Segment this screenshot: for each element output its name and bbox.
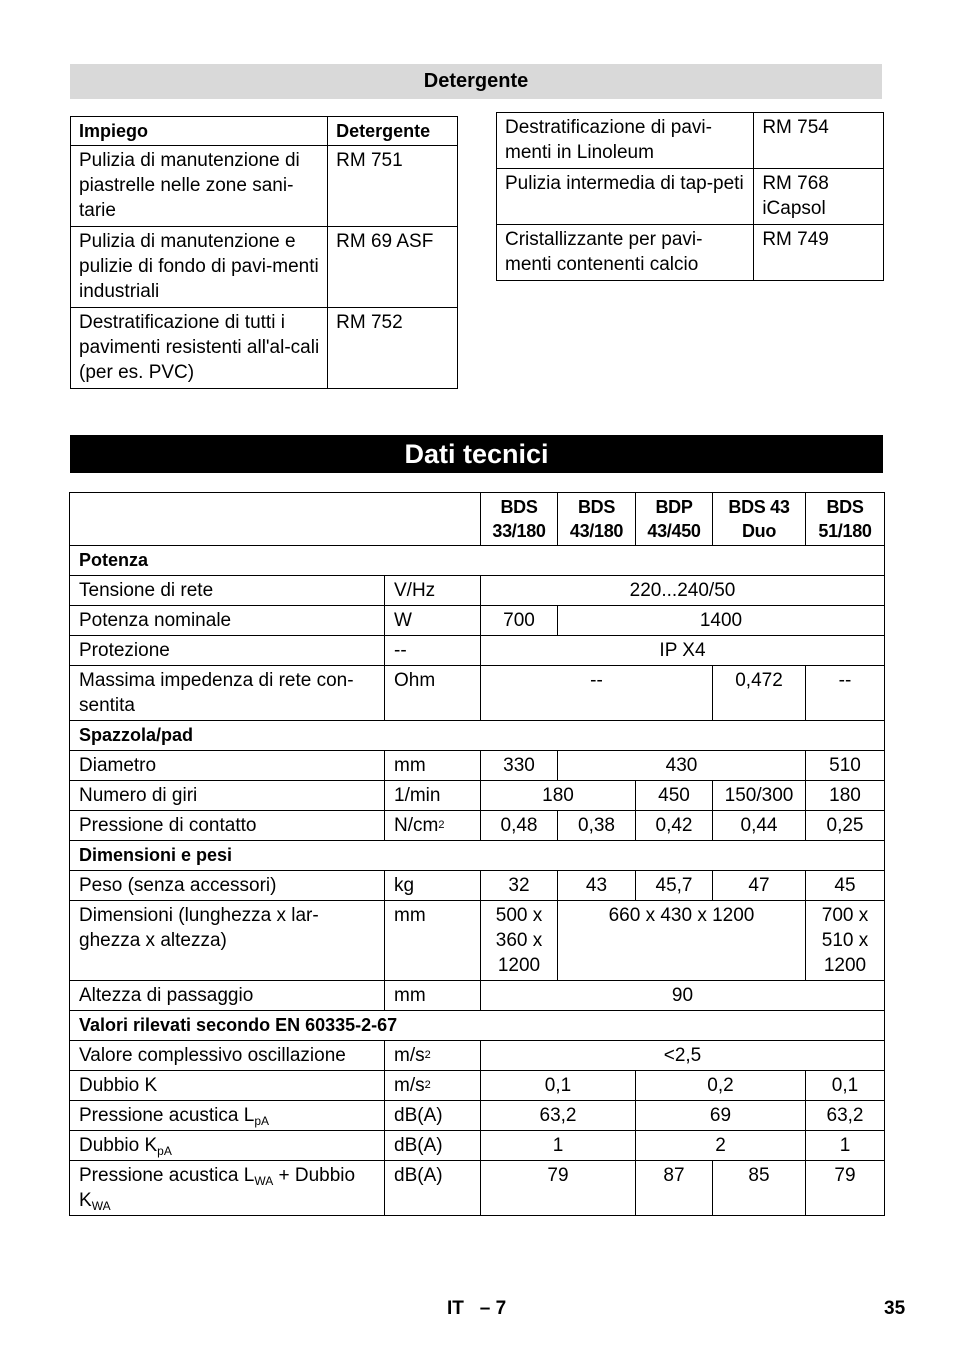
- use-cell: Destratificazione di tutti i pavimenti resistenti all'al-cali (per es. PVC): [71, 308, 328, 389]
- row-label: Protezione: [70, 636, 385, 666]
- value-cell: 180: [481, 781, 636, 811]
- product-cell: RM 751: [328, 146, 458, 227]
- table-row: [71, 308, 458, 389]
- product-cell: RM 768 iCapsol: [754, 169, 884, 225]
- dati-tecnici-table: [69, 492, 885, 1216]
- detergente-table-left: [70, 116, 458, 389]
- row-label: Peso (senza accessori): [70, 871, 385, 901]
- table-row: [70, 1131, 885, 1161]
- value-cell: IP X4: [481, 636, 885, 666]
- value-cell: 330: [481, 751, 558, 781]
- detergente-title: Detergente: [70, 64, 882, 99]
- header-impiego: Impiego: [71, 117, 328, 146]
- row-unit: V/Hz: [385, 576, 481, 606]
- row-unit: Ohm: [385, 666, 481, 721]
- value-cell: 700: [481, 606, 558, 636]
- table-row: [71, 146, 458, 227]
- value-cell: 2: [636, 1131, 806, 1161]
- row-label: Diametro: [70, 751, 385, 781]
- row-unit: --: [385, 636, 481, 666]
- row-label: Dubbio K: [70, 1071, 385, 1101]
- table-row: [70, 1041, 885, 1071]
- row-unit: 1/min: [385, 781, 481, 811]
- value-cell: 660 x 430 x 1200: [558, 901, 806, 981]
- model-header: BDP 43/450: [636, 493, 713, 546]
- value-cell: 85: [713, 1161, 806, 1216]
- dati-tecnici-title: Dati tecnici: [70, 435, 883, 473]
- value-cell: 87: [636, 1161, 713, 1216]
- row-label: Dimensioni (lunghezza x lar-ghezza x altezza): [70, 901, 385, 981]
- row-unit: $m/s^2$: [385, 1041, 481, 1071]
- table-row: [497, 225, 884, 281]
- row-unit: $m/s^2$: [385, 1071, 481, 1101]
- value-cell: 32: [481, 871, 558, 901]
- value-cell: 0,1: [806, 1071, 885, 1101]
- value-cell: 63,2: [481, 1101, 636, 1131]
- section-spazzola: Spazzola/pad: [70, 721, 885, 751]
- value-cell: 180: [806, 781, 885, 811]
- value-cell: 0,25: [806, 811, 885, 841]
- detergente-table-right: [496, 112, 884, 281]
- model-header-row: [70, 493, 885, 546]
- table-row: [70, 636, 885, 666]
- value-cell: 0,38: [558, 811, 636, 841]
- page-number: 35: [884, 1298, 906, 1319]
- table-row: [70, 751, 885, 781]
- value-cell: 450: [636, 781, 713, 811]
- row-label: Tensione di rete: [70, 576, 385, 606]
- value-cell: 79: [481, 1161, 636, 1216]
- value-cell: 47: [713, 871, 806, 901]
- row-label: Pressione acustica $L_{pA}$: [70, 1101, 385, 1131]
- row-unit: dB(A): [385, 1101, 481, 1131]
- row-label: Potenza nominale: [70, 606, 385, 636]
- use-cell: Destratificazione di pavi-menti in Linoleum: [497, 113, 754, 169]
- value-cell: 45: [806, 871, 885, 901]
- table-header-row: [71, 117, 458, 146]
- value-cell: 1: [806, 1131, 885, 1161]
- value-cell: 43: [558, 871, 636, 901]
- row-unit: $N/cm^2$: [385, 811, 481, 841]
- row-label: Massima impedenza di rete con-sentita: [70, 666, 385, 721]
- table-row: [70, 1101, 885, 1131]
- value-cell: 63,2: [806, 1101, 885, 1131]
- table-row: [70, 1161, 885, 1216]
- table-row: [70, 666, 885, 721]
- value-cell: 510: [806, 751, 885, 781]
- table-row: [70, 781, 885, 811]
- section-row: [70, 721, 885, 751]
- table-row: [71, 227, 458, 308]
- row-label: Valore complessivo oscillazione: [70, 1041, 385, 1071]
- product-cell: RM 752: [328, 308, 458, 389]
- value-cell: 700 x 510 x 1200: [806, 901, 885, 981]
- empty-header-cell: [70, 493, 481, 546]
- value-cell: 0,1: [481, 1071, 636, 1101]
- use-cell: Pulizia di manutenzione e pulizie di fondo di pavi-menti industriali: [71, 227, 328, 308]
- section-row: [70, 841, 885, 871]
- row-unit: mm: [385, 751, 481, 781]
- value-cell: 0,42: [636, 811, 713, 841]
- section-potenza: Potenza: [70, 546, 885, 576]
- product-cell: RM 754: [754, 113, 884, 169]
- section-row: [70, 1011, 885, 1041]
- value-cell: 0,472: [713, 666, 806, 721]
- table-row: [70, 811, 885, 841]
- use-cell: Pulizia di manutenzione di piastrelle nelle zone sani-tarie: [71, 146, 328, 227]
- row-label: Pressione di contatto: [70, 811, 385, 841]
- footer-language-page: IT – 7: [447, 1298, 507, 1319]
- value-cell: 150/300: [713, 781, 806, 811]
- value-cell: 0,2: [636, 1071, 806, 1101]
- row-label: Altezza di passaggio: [70, 981, 385, 1011]
- value-cell: 430: [558, 751, 806, 781]
- row-label: Dubbio $K_{pA}$: [70, 1131, 385, 1161]
- value-cell: 79: [806, 1161, 885, 1216]
- product-cell: RM 749: [754, 225, 884, 281]
- value-cell: --: [806, 666, 885, 721]
- row-unit: dB(A): [385, 1161, 481, 1216]
- value-cell: 69: [636, 1101, 806, 1131]
- product-cell: RM 69 ASF: [328, 227, 458, 308]
- section-valori: Valori rilevati secondo EN 60335-2-67: [70, 1011, 885, 1041]
- table-row: [497, 169, 884, 225]
- value-cell: 90: [481, 981, 885, 1011]
- value-cell: 1: [481, 1131, 636, 1161]
- table-row: [497, 113, 884, 169]
- table-row: [70, 606, 885, 636]
- model-header: BDS 43 Duo: [713, 493, 806, 546]
- row-label: Pressione acustica $L_{WA}$ + Dubbio $K_{WA}$: [70, 1161, 385, 1216]
- model-header: BDS 51/180: [806, 493, 885, 546]
- value-cell: 1400: [558, 606, 885, 636]
- table-row: [70, 871, 885, 901]
- row-unit: kg: [385, 871, 481, 901]
- use-cell: Pulizia intermedia di tap-peti: [497, 169, 754, 225]
- value-cell: 500 x 360 x 1200: [481, 901, 558, 981]
- section-dimensioni: Dimensioni e pesi: [70, 841, 885, 871]
- section-row: [70, 546, 885, 576]
- table-row: [70, 901, 885, 981]
- table-row: [70, 981, 885, 1011]
- value-cell: 0,44: [713, 811, 806, 841]
- value-cell: 0,48: [481, 811, 558, 841]
- table-row: [70, 1071, 885, 1101]
- value-cell: --: [481, 666, 713, 721]
- row-unit: mm: [385, 901, 481, 981]
- row-unit: dB(A): [385, 1131, 481, 1161]
- header-detergente: Detergente: [328, 117, 458, 146]
- row-unit: W: [385, 606, 481, 636]
- use-cell: Cristallizzante per pavi-menti contenenti calcio: [497, 225, 754, 281]
- model-header: BDS 43/180: [558, 493, 636, 546]
- value-cell: 45,7: [636, 871, 713, 901]
- row-unit: mm: [385, 981, 481, 1011]
- table-row: [70, 576, 885, 606]
- row-label: Numero di giri: [70, 781, 385, 811]
- value-cell: <2,5: [481, 1041, 885, 1071]
- model-header: BDS 33/180: [481, 493, 558, 546]
- value-cell: 220...240/50: [481, 576, 885, 606]
